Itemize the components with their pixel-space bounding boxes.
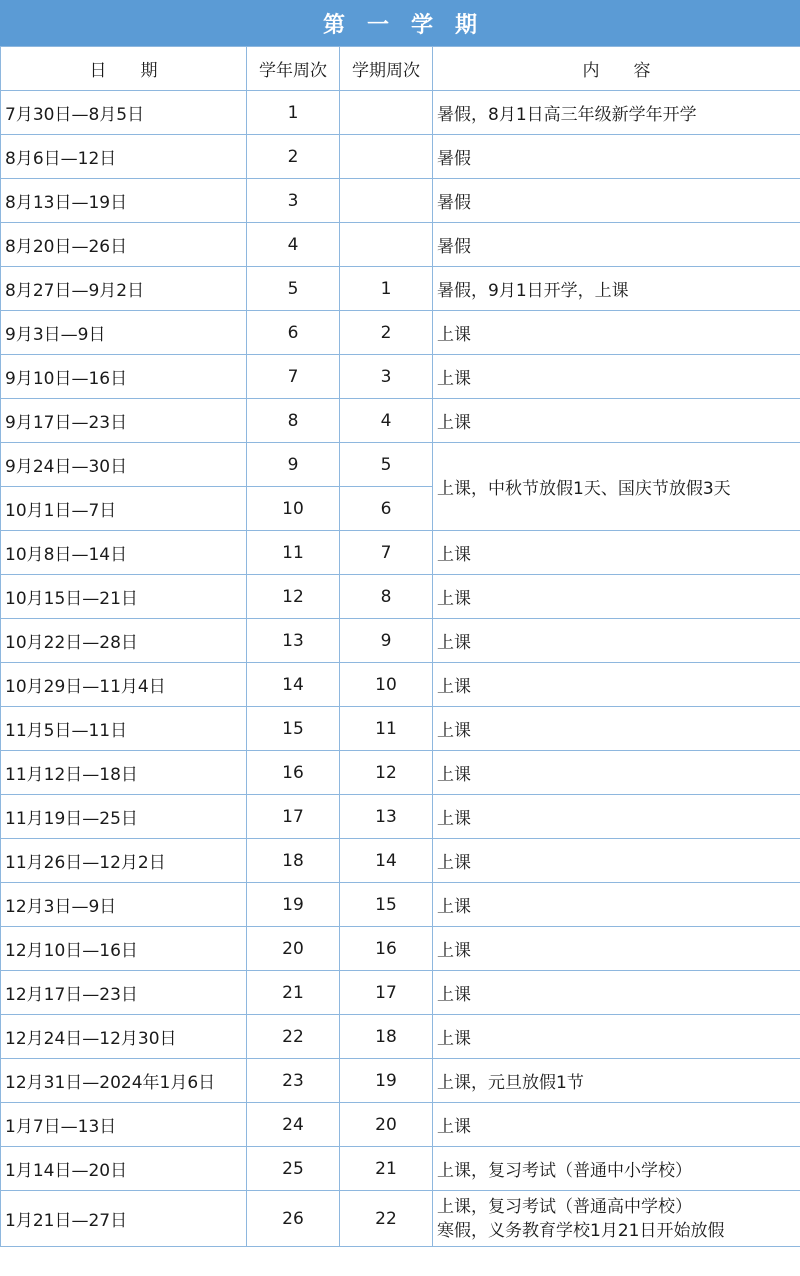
year-week-cell: 22 — [247, 1015, 340, 1059]
term-week-cell: 17 — [340, 971, 433, 1015]
content-cell: 上课 — [433, 883, 800, 927]
year-week-cell: 20 — [247, 927, 340, 971]
term-week-cell: 7 — [340, 531, 433, 575]
date-cell: 8月6日—12日 — [1, 135, 247, 179]
term-week-cell: 9 — [340, 619, 433, 663]
table-row — [1, 1103, 800, 1147]
date-cell: 8月27日—9月2日 — [1, 267, 247, 311]
year-week-cell: 16 — [247, 751, 340, 795]
content-cell: 上课 — [433, 619, 800, 663]
date-cell: 9月10日—16日 — [1, 355, 247, 399]
schedule-table — [0, 46, 800, 1247]
date-cell: 9月24日—30日 — [1, 443, 247, 487]
header-content: 内 容 — [433, 47, 800, 91]
content-cell-two-line — [433, 1191, 800, 1247]
table-row — [1, 663, 800, 707]
year-week-cell: 12 — [247, 575, 340, 619]
content-cell: 上课 — [433, 311, 800, 355]
year-week-cell: 8 — [247, 399, 340, 443]
year-week-cell: 14 — [247, 663, 340, 707]
content-cell: 上课 — [433, 663, 800, 707]
table-row — [1, 575, 800, 619]
year-week-cell: 1 — [247, 91, 340, 135]
content-cell: 上课 — [433, 971, 800, 1015]
table-row — [1, 619, 800, 663]
year-week-cell: 13 — [247, 619, 340, 663]
content-cell: 暑假 — [433, 223, 800, 267]
year-week-cell: 6 — [247, 311, 340, 355]
table-row — [1, 1147, 800, 1191]
date-cell: 10月15日—21日 — [1, 575, 247, 619]
table-row — [1, 795, 800, 839]
year-week-cell: 17 — [247, 795, 340, 839]
term-week-cell: 18 — [340, 1015, 433, 1059]
header-year-week: 学年周次 — [247, 47, 340, 91]
content-cell: 暑假，9月1日开学，上课 — [433, 267, 800, 311]
content-cell: 上课 — [433, 355, 800, 399]
table-row — [1, 311, 800, 355]
year-week-cell: 24 — [247, 1103, 340, 1147]
term-week-cell: 13 — [340, 795, 433, 839]
term-week-cell — [340, 179, 433, 223]
table-row — [1, 1191, 800, 1247]
date-cell: 7月30日—8月5日 — [1, 91, 247, 135]
content-cell: 上课，复习考试（普通中小学校） — [433, 1147, 800, 1191]
table-row — [1, 179, 800, 223]
date-cell: 10月8日—14日 — [1, 531, 247, 575]
content-cell: 上课 — [433, 751, 800, 795]
term-week-cell: 1 — [340, 267, 433, 311]
year-week-cell: 15 — [247, 707, 340, 751]
term-week-cell — [340, 91, 433, 135]
term-week-cell — [340, 135, 433, 179]
term-week-cell: 21 — [340, 1147, 433, 1191]
table-row — [1, 91, 800, 135]
table-row — [1, 927, 800, 971]
table-row — [1, 399, 800, 443]
year-week-cell: 10 — [247, 487, 340, 531]
date-cell: 12月31日—2024年1月6日 — [1, 1059, 247, 1103]
date-cell: 1月21日—27日 — [1, 1191, 247, 1247]
content-cell: 上课 — [433, 399, 800, 443]
table-row — [1, 443, 800, 487]
year-week-cell: 3 — [247, 179, 340, 223]
term-week-cell: 8 — [340, 575, 433, 619]
year-week-cell: 7 — [247, 355, 340, 399]
content-cell: 暑假 — [433, 135, 800, 179]
date-cell: 8月13日—19日 — [1, 179, 247, 223]
table-row — [1, 751, 800, 795]
year-week-cell: 4 — [247, 223, 340, 267]
term-week-cell: 16 — [340, 927, 433, 971]
date-cell: 8月20日—26日 — [1, 223, 247, 267]
date-cell: 9月17日—23日 — [1, 399, 247, 443]
date-cell: 12月24日—12月30日 — [1, 1015, 247, 1059]
term-week-cell: 2 — [340, 311, 433, 355]
date-cell: 10月22日—28日 — [1, 619, 247, 663]
date-cell: 9月3日—9日 — [1, 311, 247, 355]
content-cell: 上课 — [433, 531, 800, 575]
date-cell: 12月10日—16日 — [1, 927, 247, 971]
year-week-cell: 26 — [247, 1191, 340, 1247]
date-cell: 12月3日—9日 — [1, 883, 247, 927]
date-cell: 10月1日—7日 — [1, 487, 247, 531]
term-week-cell: 12 — [340, 751, 433, 795]
year-week-cell: 18 — [247, 839, 340, 883]
year-week-cell: 25 — [247, 1147, 340, 1191]
table-row — [1, 223, 800, 267]
table-row — [1, 1059, 800, 1103]
year-week-cell: 9 — [247, 443, 340, 487]
content-cell: 上课 — [433, 839, 800, 883]
term-week-cell: 3 — [340, 355, 433, 399]
term-title: 第 一 学 期 — [0, 0, 800, 46]
date-cell: 10月29日—11月4日 — [1, 663, 247, 707]
table-row — [1, 135, 800, 179]
content-cell: 上课 — [433, 1015, 800, 1059]
year-week-cell: 5 — [247, 267, 340, 311]
content-line-2: 寒假，义务教育学校1月21日开始放假 — [437, 1220, 725, 1241]
content-line-1: 上课，复习考试（普通高中学校） — [437, 1196, 692, 1217]
table-row — [1, 971, 800, 1015]
date-cell: 1月14日—20日 — [1, 1147, 247, 1191]
table-row — [1, 707, 800, 751]
term-week-cell: 19 — [340, 1059, 433, 1103]
table-row — [1, 1015, 800, 1059]
content-cell: 上课 — [433, 927, 800, 971]
date-cell: 11月26日—12月2日 — [1, 839, 247, 883]
year-week-cell: 21 — [247, 971, 340, 1015]
table-body — [1, 91, 800, 1247]
table-row — [1, 839, 800, 883]
content-cell: 暑假，8月1日高三年级新学年开学 — [433, 91, 800, 135]
term-week-cell: 11 — [340, 707, 433, 751]
content-cell: 上课 — [433, 575, 800, 619]
content-cell: 上课 — [433, 795, 800, 839]
term-week-cell: 5 — [340, 443, 433, 487]
term-week-cell — [340, 223, 433, 267]
date-cell: 1月7日—13日 — [1, 1103, 247, 1147]
year-week-cell: 19 — [247, 883, 340, 927]
content-cell: 暑假 — [433, 179, 800, 223]
header-date: 日 期 — [1, 47, 247, 91]
term-week-cell: 4 — [340, 399, 433, 443]
table-row — [1, 355, 800, 399]
header-row — [1, 47, 800, 91]
term-week-cell: 14 — [340, 839, 433, 883]
content-cell: 上课 — [433, 1103, 800, 1147]
table-row — [1, 883, 800, 927]
date-cell: 12月17日—23日 — [1, 971, 247, 1015]
content-cell: 上课，元旦放假1节 — [433, 1059, 800, 1103]
term-week-cell: 6 — [340, 487, 433, 531]
date-cell: 11月19日—25日 — [1, 795, 247, 839]
table-row — [1, 531, 800, 575]
header-term-week: 学期周次 — [340, 47, 433, 91]
term-week-cell: 22 — [340, 1191, 433, 1247]
table-header — [1, 47, 800, 91]
term-week-cell: 20 — [340, 1103, 433, 1147]
term-week-cell: 10 — [340, 663, 433, 707]
date-cell: 11月5日—11日 — [1, 707, 247, 751]
year-week-cell: 23 — [247, 1059, 340, 1103]
content-cell-merged: 上课，中秋节放假1天、国庆节放假3天 — [433, 443, 800, 531]
date-cell: 11月12日—18日 — [1, 751, 247, 795]
year-week-cell: 11 — [247, 531, 340, 575]
year-week-cell: 2 — [247, 135, 340, 179]
content-cell: 上课 — [433, 707, 800, 751]
term-week-cell: 15 — [340, 883, 433, 927]
table-row — [1, 267, 800, 311]
